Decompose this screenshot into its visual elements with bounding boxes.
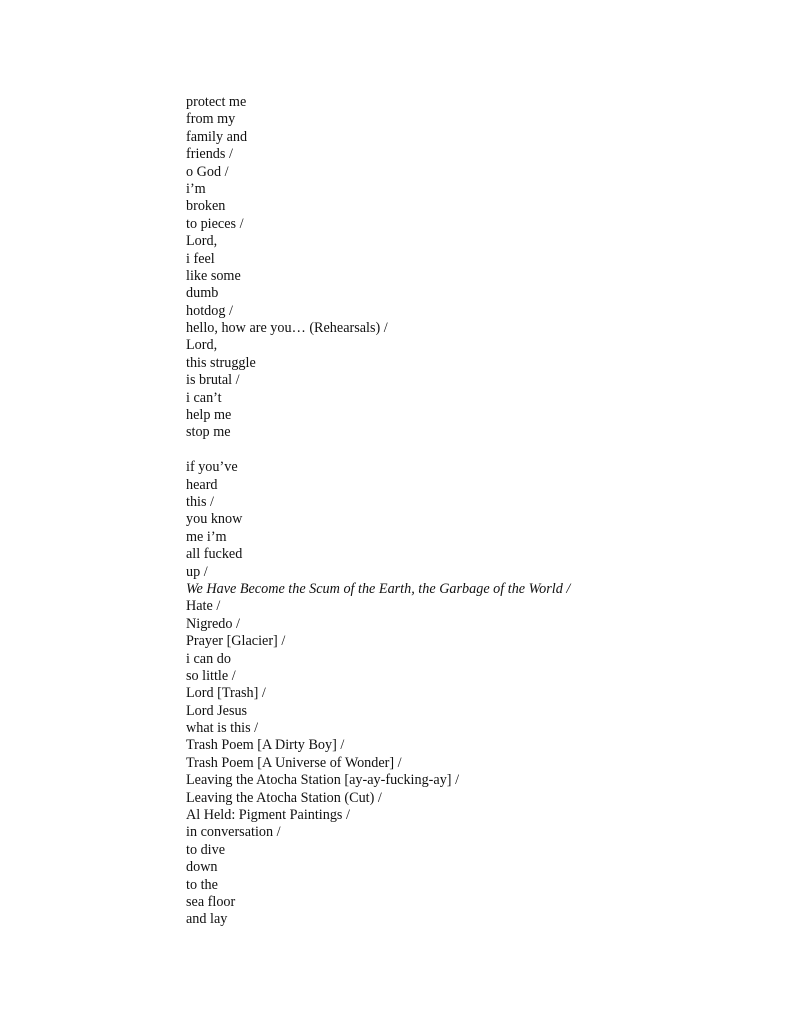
poem-line: broken xyxy=(186,198,226,215)
poem-line: if you’ve xyxy=(186,459,238,476)
poem-line: is brutal / xyxy=(186,372,240,389)
poem-line: Prayer [Glacier] / xyxy=(186,633,286,650)
poem-line: down xyxy=(186,859,218,876)
poem-line: heard xyxy=(186,476,218,493)
poem-line: this struggle xyxy=(186,354,256,371)
poem-line: Lord Jesus xyxy=(186,702,248,719)
poem-line: to pieces / xyxy=(186,215,244,232)
poem-line: Lord, xyxy=(186,233,218,250)
poem-line: what is this / xyxy=(186,720,259,737)
poem-line: this / xyxy=(186,493,214,510)
poem-line: Lord [Trash] / xyxy=(186,685,266,702)
poem-line: Al Held: Pigment Paintings / xyxy=(186,807,350,824)
poem-line: Lord, xyxy=(186,337,218,354)
poem-line: to dive xyxy=(186,841,226,858)
poem-line: to the xyxy=(186,876,218,893)
poem-line-italic-title: We Have Become the Scum of the Earth, the Garbage of the World / xyxy=(186,580,571,597)
poem-line: in conversation / xyxy=(186,824,281,841)
poem-line: Leaving the Atocha Station (Cut) / xyxy=(186,789,382,806)
poem-line: friends / xyxy=(186,146,233,163)
stanza xyxy=(186,94,570,442)
poem-line: up / xyxy=(186,563,208,580)
poem-line: stop me xyxy=(186,424,231,441)
poem-line: help me xyxy=(186,407,232,424)
poem-line: i feel xyxy=(186,250,215,267)
poem-line: o God / xyxy=(186,163,229,180)
poem-line: i can do xyxy=(186,650,231,667)
poem-line: hotdog / xyxy=(186,302,233,319)
poem-line: Trash Poem [A Universe of Wonder] / xyxy=(186,754,402,771)
poem-line: sea floor xyxy=(186,893,236,910)
poem-line: all fucked xyxy=(186,546,243,563)
poem-line: you know xyxy=(186,511,243,528)
poem-line: dumb xyxy=(186,285,219,302)
poem-line: and lay xyxy=(186,911,228,928)
poem-line: protect me xyxy=(186,94,247,110)
poem-line: Trash Poem [A Dirty Boy] / xyxy=(186,737,345,754)
poem-line: Hate / xyxy=(186,598,221,615)
poem-line: hello, how are you… (Rehearsals) / xyxy=(186,320,388,337)
stanza xyxy=(186,459,570,929)
poem-line: so little / xyxy=(186,667,236,684)
poem-line: family and xyxy=(186,128,248,145)
poem-line: from my xyxy=(186,111,236,128)
poem-text xyxy=(186,94,570,929)
poem-line: Nigredo / xyxy=(186,615,240,632)
poem-line: me i’m xyxy=(186,528,227,545)
poem-line: Leaving the Atocha Station [ay-ay-fucking-ay] / xyxy=(186,772,460,789)
poem-line: like some xyxy=(186,267,241,284)
poem-line: i can’t xyxy=(186,389,222,406)
poem-line: i’m xyxy=(186,180,206,197)
